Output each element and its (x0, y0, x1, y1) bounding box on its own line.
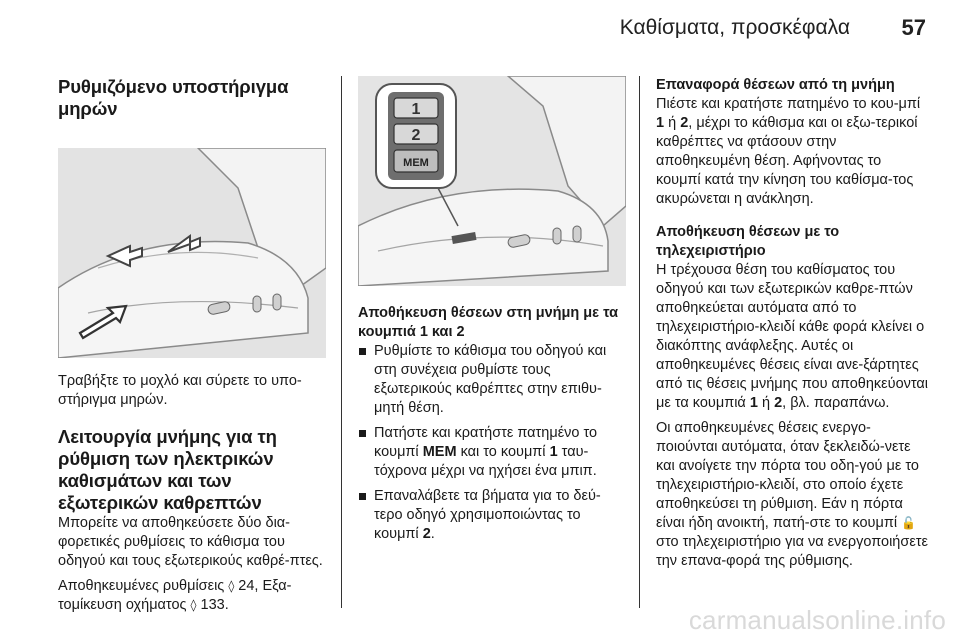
paragraph: Πιέστε και κρατήστε πατημένο το κου-μπί 1 ή 2, μέχρι το κάθισμα και οι εξω-τερικοί καθρέπτες να φτάσουν στην αποθηκευμένη θέση. Αφήνοντας το κουμπί κατά την κίνηση του καθίσμα-τος ακυρώνεται η ανάκληση. (656, 96, 921, 207)
bullet-square-icon (359, 430, 366, 437)
bullet-square-icon (359, 493, 366, 500)
steps-list (358, 342, 626, 544)
bullet-square-icon (359, 348, 366, 355)
list-item: Πατήστε και κρατήστε πατημένο το κουμπί MEM και το κουμπί 1 ταυ-τόχρονα μέχρι να ηχήσει ένα μπιπ. (358, 424, 626, 481)
section-heading: Ρυθμιζόμενο υποστήριγμα μηρών (58, 76, 289, 119)
memory-buttons-illustration (358, 76, 626, 286)
cross-reference: Αποθηκευμένες ρυθμίσεις ◊ 24, Εξα-τομίκευση οχήματος ◊ 133. (58, 578, 292, 613)
seat-illustration-svg (58, 148, 326, 358)
unlock-icon: 🔓 (901, 516, 917, 530)
button-2-label: 2 (411, 127, 421, 144)
column-left (58, 76, 326, 615)
column-right (656, 76, 928, 571)
paragraph: Οι αποθηκευμένες θέσεις ενεργο-ποιούνται αυτόματα, όταν ξεκλειδώ-νετε και ανοίγετε την πόρτα του οδη-γού με το τηλεχειριστήριο-κλειδί, στο οποίο έχετε αποθηκεύσει τη ρύθμιση. Εάν η πόρτα είναι ήδη ανοικτή, πατή-στε το κουμπί 🔓 στο τηλεχειριστήριο για να ενεργοποιήσετε την επανα-φορά της ρύθμισης. (656, 420, 928, 569)
column-divider (341, 76, 342, 608)
page-number: 57 (901, 15, 926, 40)
list-item: Επαναλάβετε τα βήματα για το δεύ-τερο οδηγό χρησιμοποιώντας το κουμπί 2. (358, 487, 626, 544)
button-mem-label: MEM (403, 157, 429, 169)
memory-illustration-svg (358, 76, 626, 286)
section-heading: Λειτουργία μνήμης για τη ρύθμιση των ηλεκτρικών καθισμάτων και των εξωτερικών καθρεπτών (58, 426, 277, 513)
page-header (0, 0, 960, 58)
thigh-support-illustration (58, 148, 326, 358)
reference-arrow-icon: ◊ (190, 598, 197, 612)
subsection-heading: Αποθήκευση θέσεων με το τηλεχειριστήριο (656, 224, 840, 259)
paragraph: Μπορείτε να αποθηκεύσετε δύο δια-φορετικές ρυθμίσεις το κάθισμα του οδηγού και τους εξωτερικούς καθρέ-πτες. (58, 515, 323, 569)
list-item: Ρυθμίστε το κάθισμα του οδηγού και στη συνέχεια ρυθμίστε τους εξωτερικούς καθρέπτες στην επιθυ-μητή θέση. (358, 342, 626, 418)
column-divider (639, 76, 640, 608)
subsection-heading: Αποθήκευση θέσεων στη μνήμη με τα κουμπιά 1 και 2 (358, 305, 619, 340)
button-1-label: 1 (411, 101, 421, 118)
column-middle (358, 76, 626, 550)
paragraph: Η τρέχουσα θέση του καθίσματος του οδηγού και των εξωτερικών καθρε-πτών αποθηκεύεται αυτόματα από το τηλεχειριστήριο-κλειδί κάθε φορά κλείνει ο διακόπτης ανάφλεξης. Αυτές οι αποθηκευμένες θέσεις είναι ανε-ξάρτητες από τις θέσεις μνήμης που αποθηκεύονται με τα κουμπιά 1 ή 2, βλ. παραπάνω. (656, 262, 929, 411)
watermark: carmanualsonline.info (688, 605, 946, 635)
page-title: Καθίσματα, προσκέφαλα (619, 16, 850, 39)
reference-arrow-icon: ◊ (228, 579, 235, 593)
instruction-text: Τραβήξτε το μοχλό και σύρετε το υπο-στήριγμα μηρών. (58, 373, 302, 408)
subsection-heading: Επαναφορά θέσεων από τη μνήμη (656, 77, 895, 93)
